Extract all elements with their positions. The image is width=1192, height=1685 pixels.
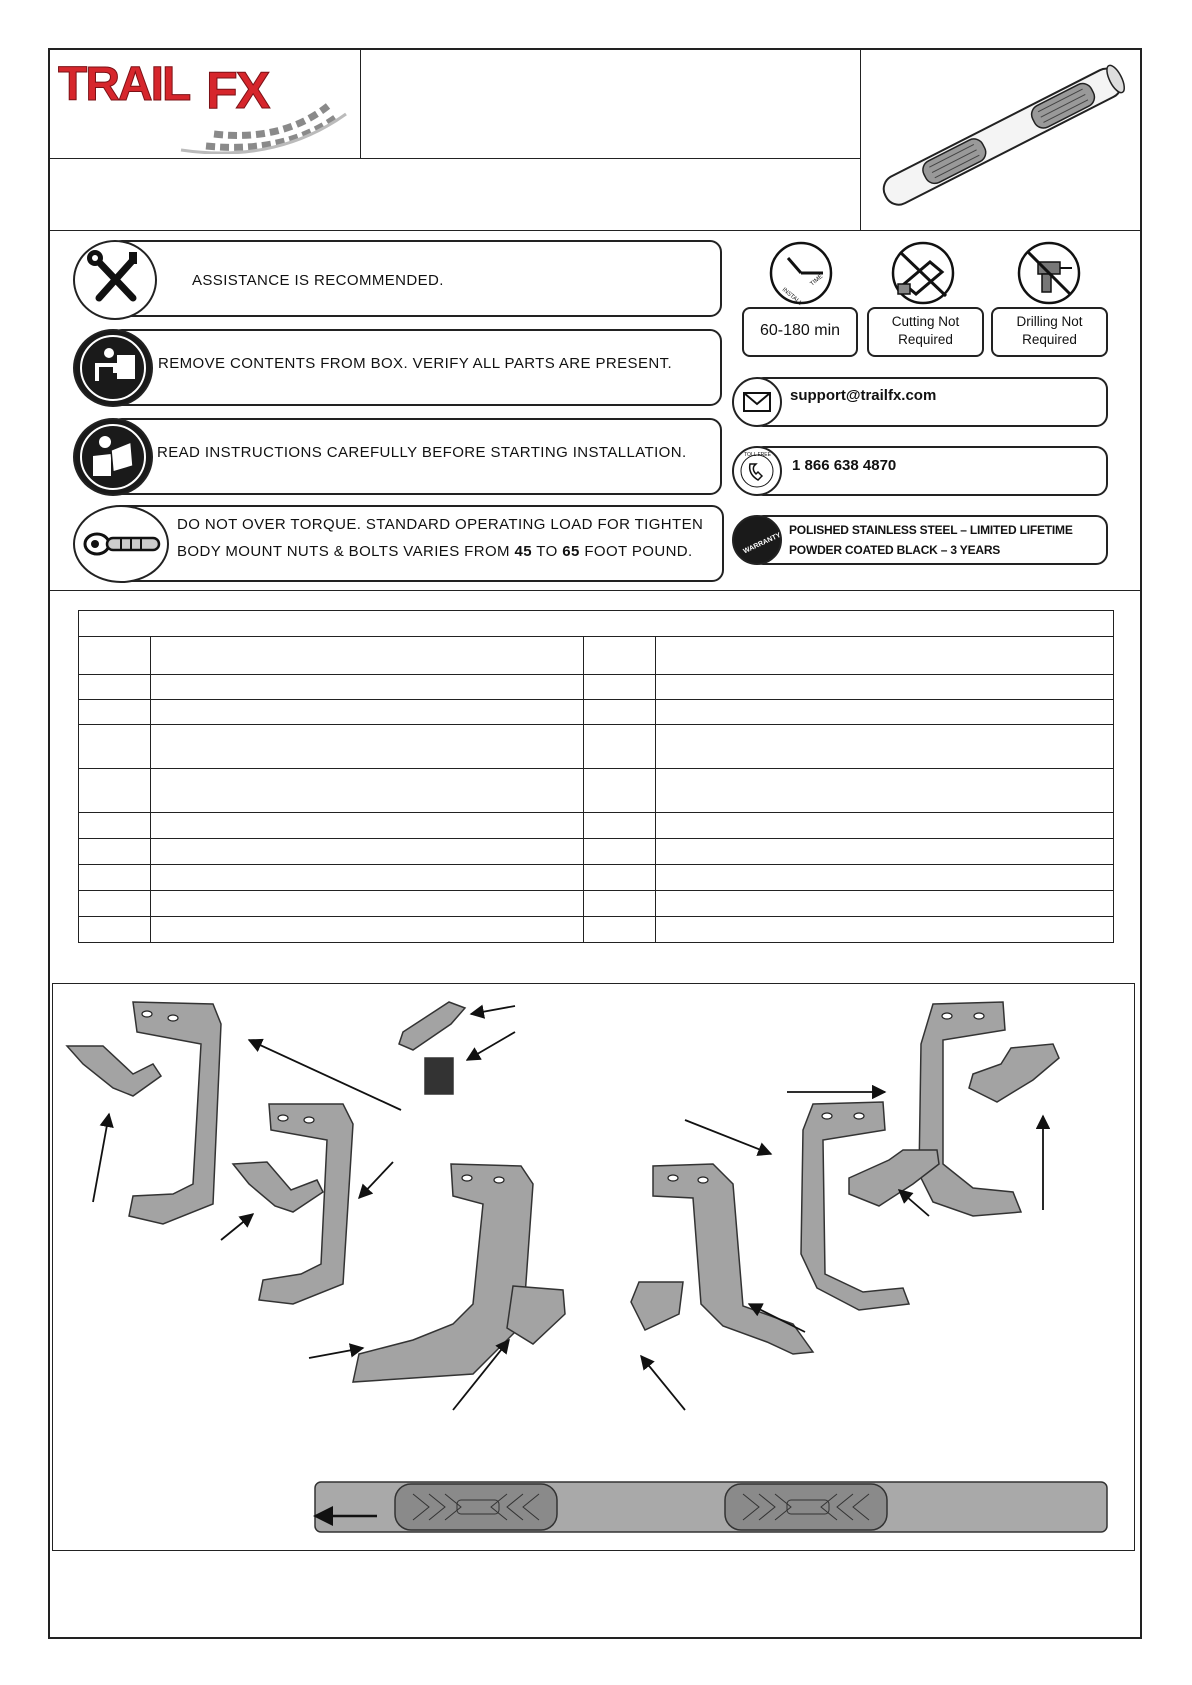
instruction-read-carefully-text: READ INSTRUCTIONS CAREFULLY BEFORE STARTING INSTALLATION. <box>157 444 687 461</box>
section-divider <box>48 590 1142 591</box>
table-row <box>79 865 1114 891</box>
table-row <box>79 725 1114 769</box>
header-divider <box>860 48 861 230</box>
no-drilling-icon <box>1016 240 1082 306</box>
instruction-assistance-text: ASSISTANCE IS RECOMMENDED. <box>192 272 444 289</box>
table-row <box>79 839 1114 865</box>
warranty-badge-icon <box>732 515 782 565</box>
table-row <box>79 675 1114 700</box>
instruction-torque-line2: BODY MOUNT NUTS & BOLTS VARIES FROM 45 TO 65 FOOT POUND. <box>177 543 693 560</box>
warranty-text: POLISHED STAINLESS STEEL – LIMITED LIFETIME POWDER COATED BLACK – 3 YEARS <box>789 523 1073 557</box>
instruction-verify-parts-text: REMOVE CONTENTS FROM BOX. VERIFY ALL PARTS ARE PRESENT. <box>158 355 673 372</box>
email-address[interactable]: support@trailfx.com <box>790 387 937 404</box>
table-row <box>79 813 1114 839</box>
torque-min: 45 <box>514 543 533 560</box>
svg-text:INSTALL: INSTALL <box>780 286 803 306</box>
logo-text-fx: FX <box>206 62 269 120</box>
table-row <box>79 769 1114 813</box>
mail-icon <box>732 377 782 427</box>
header-divider <box>48 230 1142 231</box>
logo-text-trail: TRAIL <box>58 58 190 111</box>
check-parts-icon <box>73 329 153 407</box>
torque-wrench-icon <box>73 505 169 583</box>
table-row <box>79 700 1114 725</box>
tools-icon <box>73 240 157 320</box>
step-bar-thumbnail <box>866 52 1138 224</box>
no-cutting-icon <box>890 240 956 306</box>
parts-diagram-svg <box>53 984 1134 1550</box>
torque-max: 65 <box>562 543 580 560</box>
toll-free-phone-icon <box>732 446 782 496</box>
table-row <box>79 891 1114 917</box>
cutting-not-required-label: Cutting Not Required <box>891 314 960 347</box>
parts-diagram <box>52 983 1135 1551</box>
drilling-not-required-label: Drilling Not Required <box>1016 314 1083 347</box>
phone-number[interactable]: 1 866 638 4870 <box>792 457 897 474</box>
header-divider <box>48 158 860 159</box>
table-header-row <box>79 637 1114 675</box>
table-title-row <box>79 611 1114 637</box>
brand-logo <box>56 54 356 154</box>
svg-text:TOLL FREE: TOLL FREE <box>744 452 771 458</box>
svg-text:WARRANTY: WARRANTY <box>742 531 780 556</box>
svg-text:TIME: TIME <box>809 273 825 288</box>
table-row <box>79 917 1114 943</box>
read-manual-icon <box>73 418 153 496</box>
install-time-label: 60-180 min <box>759 322 841 339</box>
parts-list-table <box>78 610 1114 943</box>
instruction-torque-line1: DO NOT OVER TORQUE. STANDARD OPERATING LOAD FOR TIGHTEN <box>177 516 704 533</box>
header-divider <box>360 48 361 158</box>
clock-icon <box>768 240 834 306</box>
